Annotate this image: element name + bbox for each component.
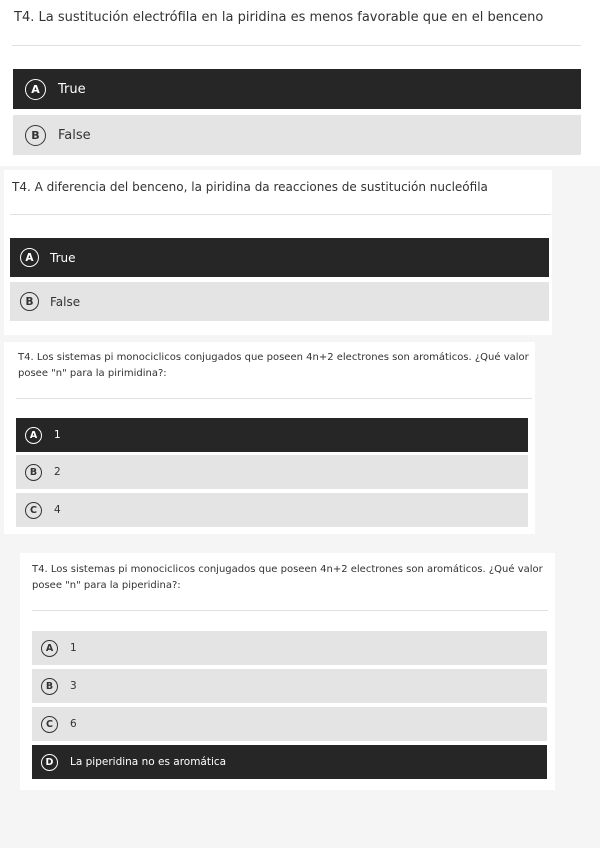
- option-b[interactable]: [32, 669, 547, 703]
- option-label: 4: [54, 504, 61, 516]
- question-card-4: [20, 553, 555, 790]
- option-c[interactable]: [32, 707, 547, 741]
- option-letter-badge: A: [25, 79, 46, 100]
- option-b[interactable]: [16, 455, 528, 489]
- option-label: True: [50, 250, 76, 265]
- option-letter-badge: A: [25, 427, 42, 444]
- option-a[interactable]: [13, 69, 581, 109]
- option-label: False: [58, 127, 91, 143]
- option-a[interactable]: [32, 631, 547, 665]
- option-letter-badge: C: [41, 716, 58, 733]
- option-b[interactable]: [13, 115, 581, 155]
- option-label: 6: [70, 718, 77, 730]
- option-label: 2: [54, 466, 61, 478]
- question-text: T4. Los sistemas pi monociclicos conjugados que poseen 4n+2 electrones son aromáticos. ¿Qué valor posee "n" para la piperidina?:: [32, 564, 543, 591]
- question-text: T4. A diferencia del benceno, la piridina da reacciones de sustitución nucleófila: [12, 180, 488, 194]
- option-label: True: [58, 81, 86, 97]
- option-b[interactable]: [10, 282, 549, 321]
- option-letter-badge: B: [25, 125, 46, 146]
- option-letter-badge: B: [20, 292, 39, 311]
- option-letter-badge: B: [25, 464, 42, 481]
- divider: [10, 214, 551, 215]
- option-label: La piperidina no es aromática: [70, 756, 227, 768]
- divider: [12, 45, 581, 46]
- option-a[interactable]: [10, 238, 549, 277]
- option-letter-badge: A: [20, 248, 39, 267]
- question-card-2: [4, 170, 552, 335]
- option-label: 1: [70, 642, 77, 654]
- option-letter-badge: C: [25, 502, 42, 519]
- option-letter-badge: A: [41, 640, 58, 657]
- option-letter-badge: D: [41, 754, 58, 771]
- option-label: 1: [54, 429, 61, 441]
- option-label: 3: [70, 680, 77, 692]
- divider: [16, 398, 532, 399]
- option-d[interactable]: [32, 745, 547, 779]
- question-card-3: [4, 342, 535, 534]
- question-card-1: [0, 0, 600, 166]
- option-a[interactable]: [16, 418, 528, 452]
- option-c[interactable]: [16, 493, 528, 527]
- divider: [32, 610, 548, 611]
- question-text: T4. La sustitución electrófila en la piridina es menos favorable que en el benceno: [14, 10, 544, 25]
- option-label: False: [50, 294, 81, 309]
- option-letter-badge: B: [41, 678, 58, 695]
- question-text: T4. Los sistemas pi monociclicos conjugados que poseen 4n+2 electrones son aromáticos. ¿Qué valor posee "n" para la pirimidina?:: [18, 352, 529, 379]
